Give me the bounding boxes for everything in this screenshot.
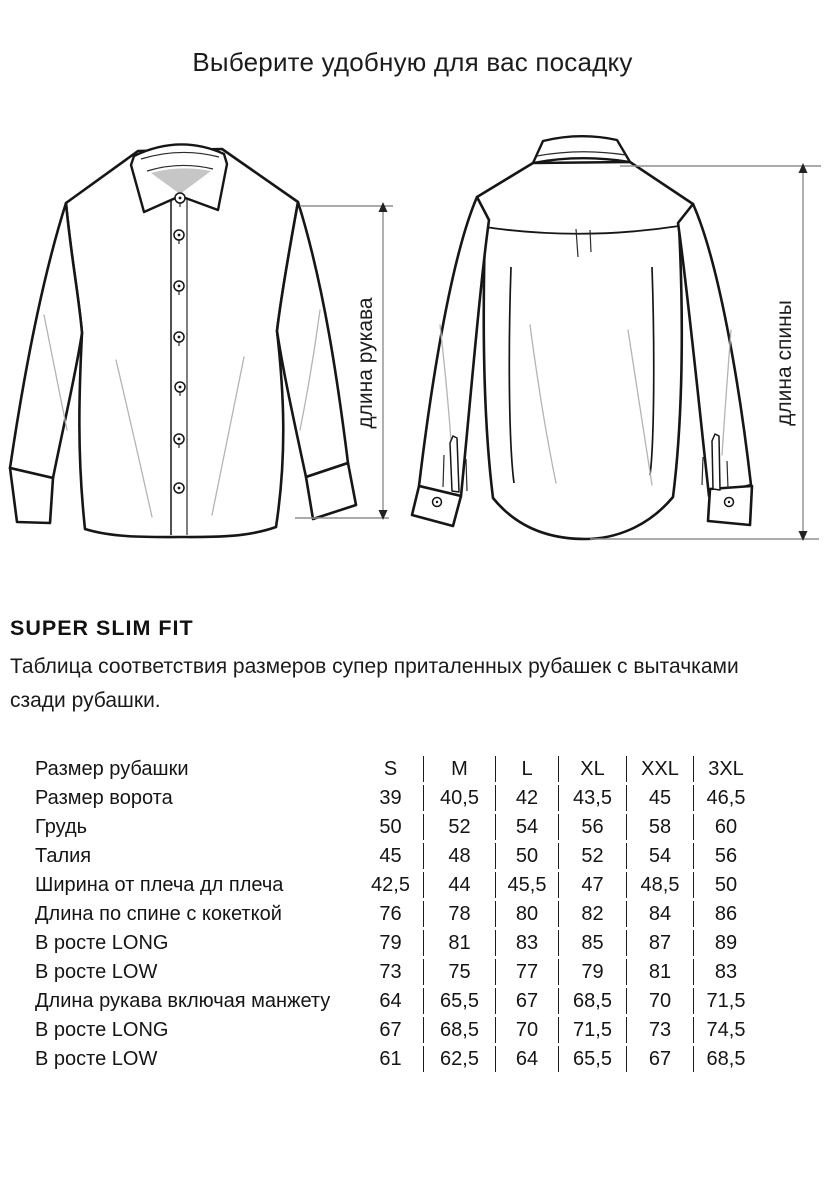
front-shirt-drawing (10, 144, 356, 537)
size-value-cell: 52 (558, 843, 626, 869)
size-table-row (0, 959, 758, 985)
size-value-cell: 44 (423, 872, 495, 898)
size-table (0, 753, 758, 1075)
row-label: В росте LOW (35, 1047, 158, 1070)
size-value-cell: 42 (495, 785, 558, 811)
size-value-cell: 86 (693, 901, 758, 927)
size-value-cell: 67 (626, 1046, 693, 1072)
size-value-cell: 45 (626, 785, 693, 811)
size-header-cell: S (383, 757, 398, 780)
size-value-cell: 54 (495, 814, 558, 840)
size-value-cell: 67 (379, 1018, 402, 1041)
size-value-cell: 42,5 (371, 873, 410, 896)
size-value-cell: 40,5 (423, 785, 495, 811)
size-value-cell: 80 (495, 901, 558, 927)
row-label: Грудь (35, 815, 88, 838)
row-label: Размер рубашки (35, 757, 189, 780)
size-header-cell: M (423, 756, 495, 782)
row-label: В росте LONG (35, 1018, 169, 1041)
size-table-body (0, 756, 758, 1072)
size-value-cell: 65,5 (423, 988, 495, 1014)
size-table-row (0, 785, 758, 811)
size-value-cell: 62,5 (423, 1046, 495, 1072)
size-table-row (0, 814, 758, 840)
size-value-cell: 47 (558, 872, 626, 898)
row-label: Ширина от плеча дл плеча (35, 873, 284, 896)
size-value-cell: 71,5 (693, 988, 758, 1014)
size-value-cell: 48 (423, 843, 495, 869)
size-table-row (0, 901, 758, 927)
size-value-cell: 76 (379, 902, 402, 925)
size-value-cell: 70 (495, 1017, 558, 1043)
row-label: Талия (35, 844, 92, 867)
size-value-cell: 82 (558, 901, 626, 927)
row-label: Размер ворота (35, 786, 173, 809)
size-value-cell: 46,5 (693, 785, 758, 811)
size-value-cell: 48,5 (626, 872, 693, 898)
size-value-cell: 45,5 (495, 872, 558, 898)
fit-description (10, 650, 810, 718)
size-value-cell: 89 (693, 930, 758, 956)
size-value-cell: 81 (423, 930, 495, 956)
fit-description-line2: сзади рубашки. (10, 689, 161, 712)
size-table-row (0, 843, 758, 869)
size-table-row (0, 1017, 758, 1043)
row-label: Длина рукава включая манжету (35, 989, 331, 1012)
size-table-row (0, 988, 758, 1014)
size-value-cell: 75 (423, 959, 495, 985)
size-value-cell: 68,5 (558, 988, 626, 1014)
size-value-cell: 77 (495, 959, 558, 985)
size-value-cell: 61 (379, 1047, 402, 1070)
size-value-cell: 83 (693, 959, 758, 985)
sleeve-length-label: длина рукава (354, 297, 377, 429)
size-header-cell: XL (558, 756, 626, 782)
size-value-cell: 70 (626, 988, 693, 1014)
size-value-cell: 54 (626, 843, 693, 869)
size-value-cell: 67 (495, 988, 558, 1014)
size-value-cell: 83 (495, 930, 558, 956)
row-label: В росте LOW (35, 960, 158, 983)
size-header-cell: 3XL (693, 756, 758, 782)
row-label: Длина по спине с кокеткой (35, 902, 282, 925)
size-value-cell: 50 (495, 843, 558, 869)
shirt-diagrams (0, 125, 825, 565)
size-header-cell: XXL (626, 756, 693, 782)
size-table-row (0, 930, 758, 956)
size-table-row (0, 1046, 758, 1072)
size-value-cell: 84 (626, 901, 693, 927)
row-label: В росте LONG (35, 931, 169, 954)
size-value-cell: 71,5 (558, 1017, 626, 1043)
size-value-cell: 68,5 (693, 1046, 758, 1072)
size-value-cell: 79 (379, 931, 402, 954)
size-table-header-row (0, 756, 758, 782)
fit-description-line1: Таблица соответствия размеров супер приталенных рубашек с вытачками (10, 655, 739, 678)
size-value-cell: 50 (693, 872, 758, 898)
size-value-cell: 60 (693, 814, 758, 840)
size-value-cell: 50 (379, 815, 402, 838)
size-value-cell: 43,5 (558, 785, 626, 811)
size-value-cell: 45 (379, 844, 402, 867)
size-value-cell: 64 (495, 1046, 558, 1072)
size-value-cell: 68,5 (423, 1017, 495, 1043)
size-value-cell: 56 (693, 843, 758, 869)
size-header-cell: L (495, 756, 558, 782)
size-value-cell: 81 (626, 959, 693, 985)
page-title: Выберите удобную для вас посадку (192, 47, 633, 77)
size-value-cell: 73 (626, 1017, 693, 1043)
size-value-cell: 85 (558, 930, 626, 956)
size-value-cell: 39 (379, 786, 402, 809)
size-value-cell: 79 (558, 959, 626, 985)
size-value-cell: 64 (379, 989, 402, 1012)
size-value-cell: 52 (423, 814, 495, 840)
size-value-cell: 87 (626, 930, 693, 956)
size-value-cell: 73 (379, 960, 402, 983)
back-length-label: длина спины (773, 300, 796, 426)
back-shirt-drawing (412, 136, 752, 539)
size-value-cell: 56 (558, 814, 626, 840)
size-value-cell: 65,5 (558, 1046, 626, 1072)
size-value-cell: 58 (626, 814, 693, 840)
size-value-cell: 74,5 (693, 1017, 758, 1043)
size-table-row (0, 872, 758, 898)
size-value-cell: 78 (423, 901, 495, 927)
fit-heading: SUPER SLIM FIT (10, 616, 194, 640)
